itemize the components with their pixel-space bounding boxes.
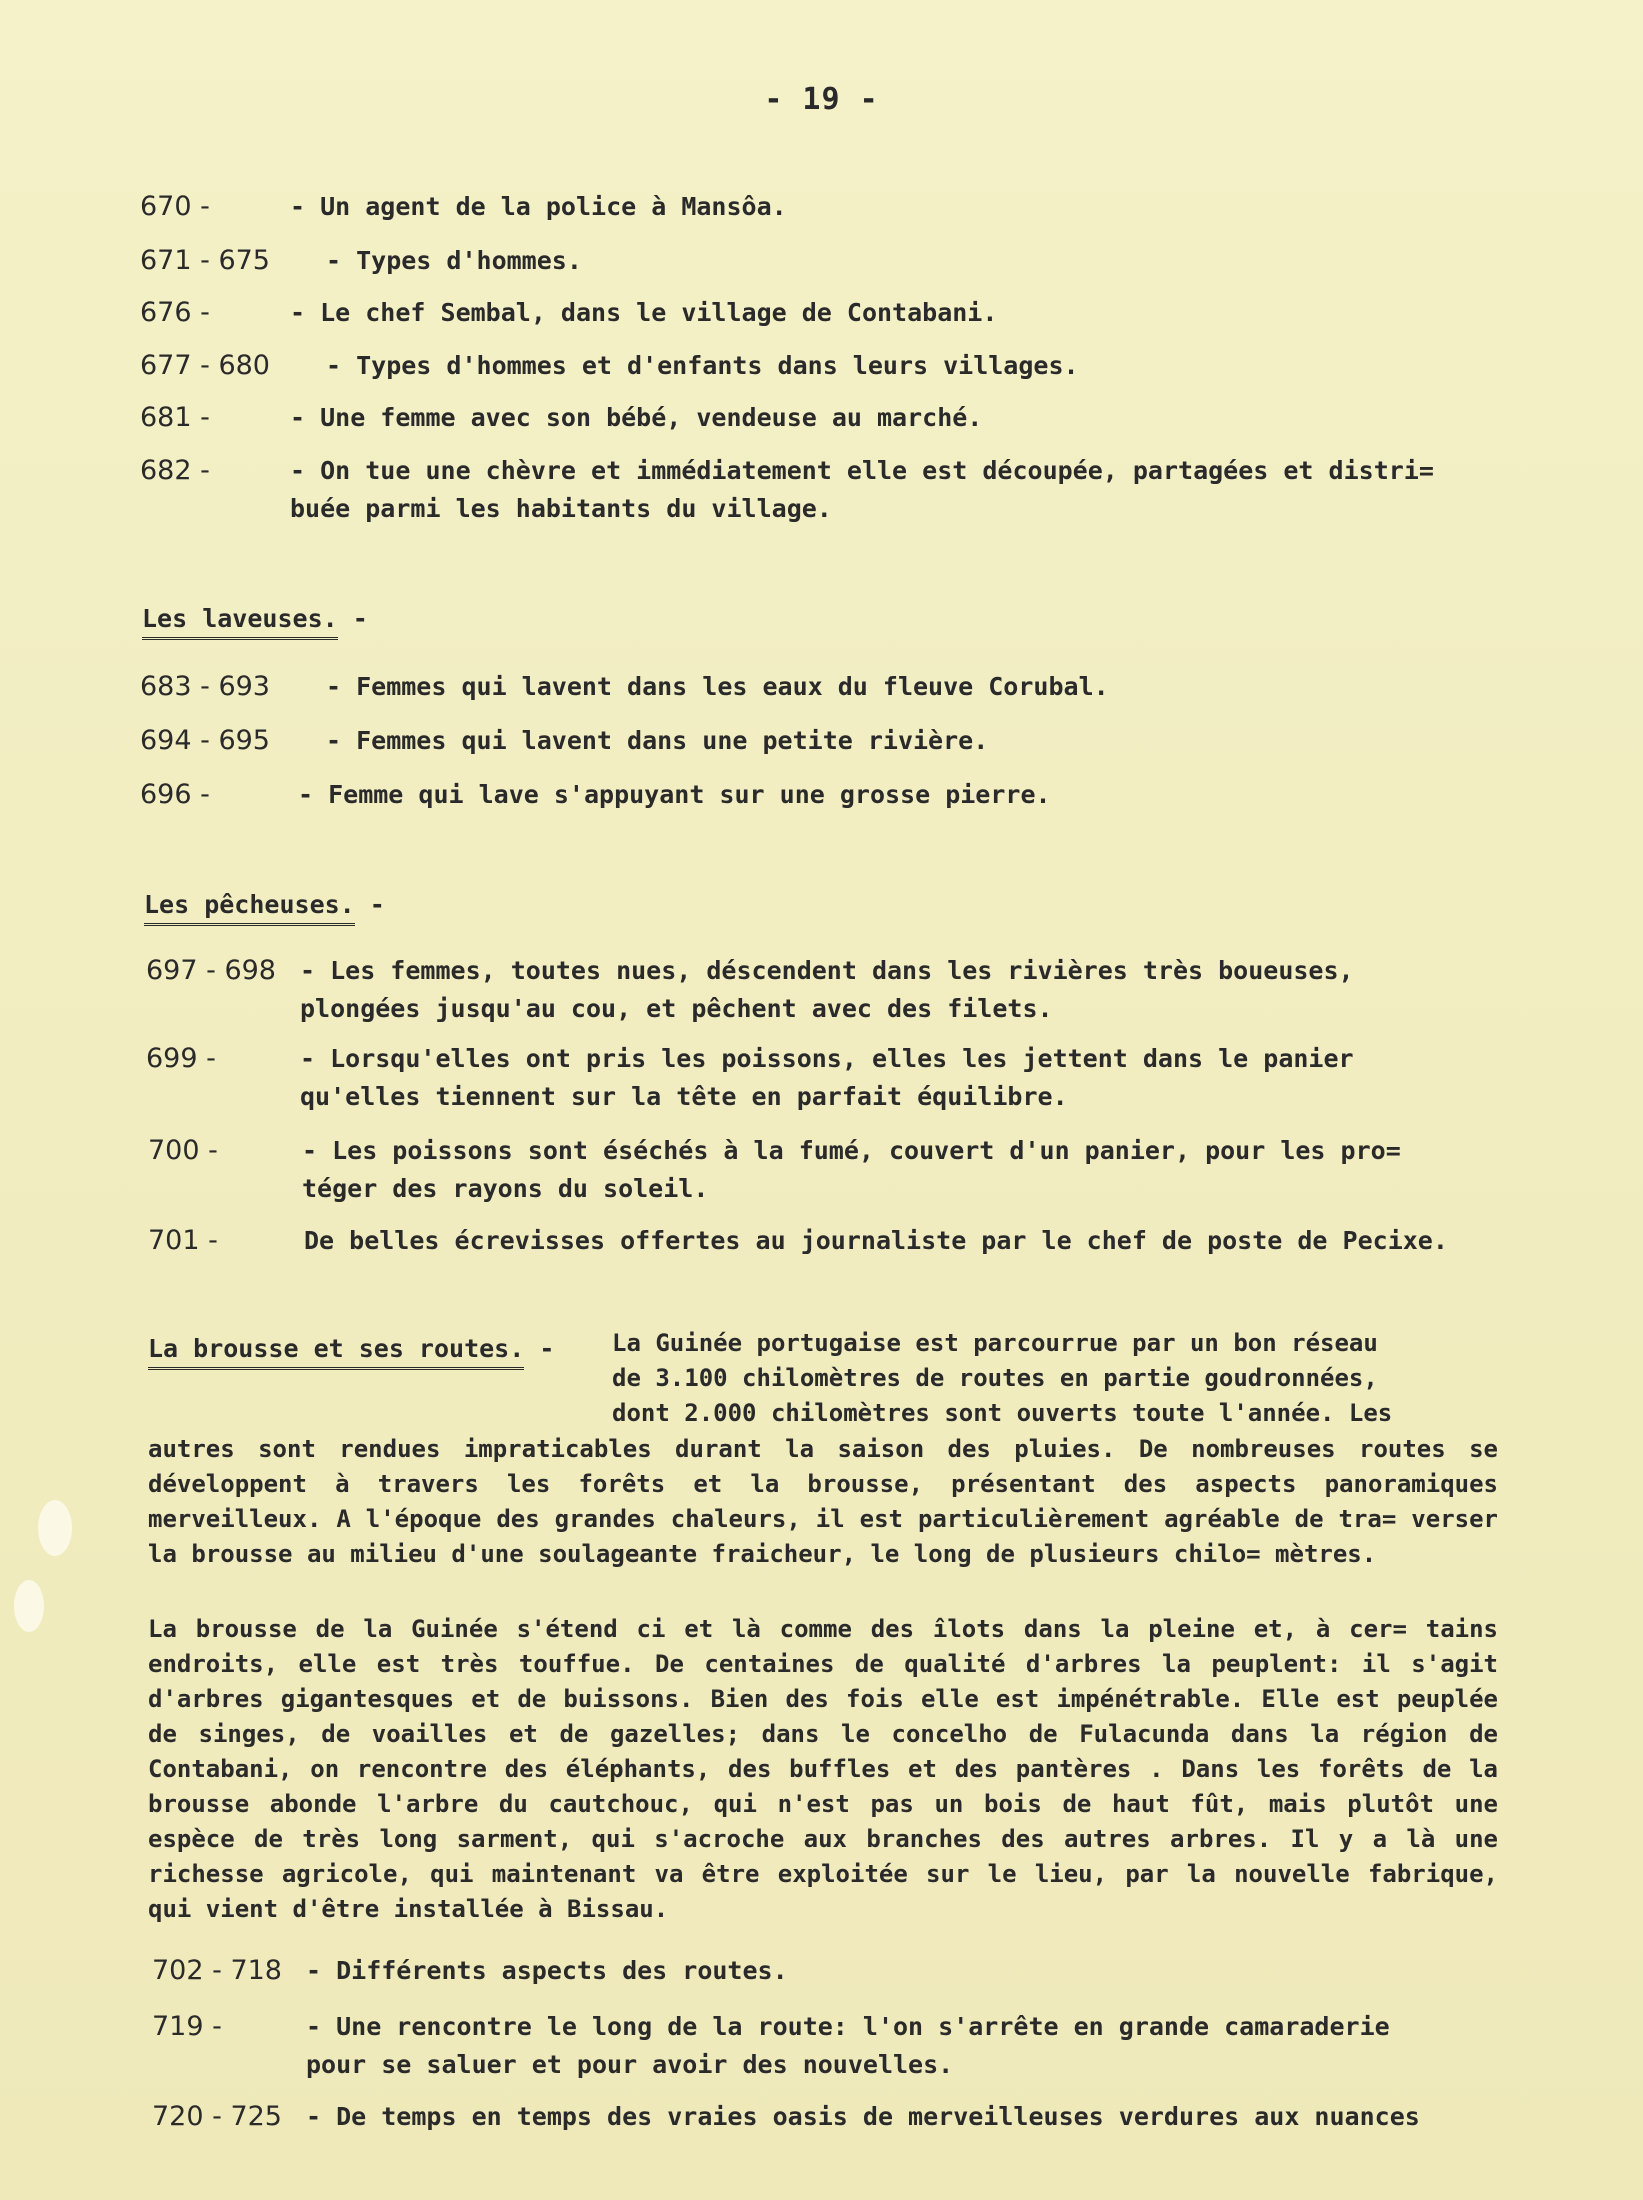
paragraph: autres sont rendues impraticables durant la saison des pluies. De nombreuses routes se développent à travers les forêts et la brousse, présentant des aspects panoramiques merveilleux. A l'époque des grandes chaleurs, il est particulièrement agréable de tra= verser la brousse au milieu d'une soulageante fraicheur, le long de plusieurs chilo= mètres. — [148, 1435, 1498, 1568]
entry-number: 677 - 680 — [140, 350, 270, 381]
section-heading — [142, 600, 368, 638]
entry-text: - Différents aspects des routes. — [306, 1956, 788, 1985]
entry-text: - Femme qui lave s'appuyant sur une grosse pierre. — [298, 780, 1051, 809]
entry-number: 694 - 695 — [140, 725, 270, 756]
entry-number: 702 - 718 — [152, 1955, 282, 1986]
section-title: La brousse et ses routes. — [148, 1334, 524, 1370]
entry-number: 696 - — [140, 779, 210, 810]
entry-text: - Types d'hommes. — [326, 246, 582, 275]
paper-damage-mark — [38, 1500, 72, 1556]
entry-text: - Types d'hommes et d'enfants dans leurs villages. — [326, 351, 1079, 380]
entry-text: - Un agent de la police à Mansôa. — [290, 192, 787, 221]
entry-number: 699 - — [146, 1043, 216, 1074]
entry-number: 700 - — [148, 1135, 218, 1166]
entry-number: 701 - — [148, 1225, 218, 1256]
entry-number: 719 - — [152, 2011, 222, 2042]
entry-text: - Lorsqu'elles ont pris les poissons, elles les jettent dans le panier qu'elles tiennent sur la tête en parfait équilibre. — [300, 1044, 1354, 1111]
entry-number: 671 - 675 — [140, 245, 270, 276]
entry-text: - Le chef Sembal, dans le village de Contabani. — [290, 298, 998, 327]
section-title-suffix: - — [524, 1334, 555, 1363]
section-intro-text: La Guinée portugaise est parcourrue par un bon réseau de 3.100 chilomètres de routes en partie goudronnées, dont 2.000 chilomètres sont ouverts toute l'année. Les — [612, 1329, 1393, 1427]
entry-text: - Une rencontre le long de la route: l'on s'arrête en grande camaraderie pour se saluer et pour avoir des nouvelles. — [306, 2012, 1390, 2079]
entry-text: - Une femme avec son bébé, vendeuse au marché. — [290, 403, 983, 432]
section-title-suffix: - — [354, 890, 385, 919]
section-title: Les laveuses. — [142, 604, 338, 640]
section-heading — [148, 1330, 554, 1368]
entry-text: - Femmes qui lavent dans une petite rivière. — [326, 726, 989, 755]
entry-text: - De temps en temps des vraies oasis de merveilleuses verdures aux nuances — [306, 2102, 1420, 2131]
paragraph: La brousse de la Guinée s'étend ci et là comme des îlots dans la pleine et, à cer= tains endroits, elle est très touffue. De centaines de qualité d'arbres la peuplent: il s'agit d'arbres gigantesques et de buissons. Bien des fois elle est impénétrable. Elle est peuplée de singes, de voailles et de gazelles; dans le concelho de Fulacunda dans la région de Contabani, on rencontre des éléphants, des buffles et des pantères . Dans les forêts de la brousse abonde l'arbre du cautchouc, qui n'est pas un bois de haut fût, mais plutôt une espèce de très long sarment, qui s'acroche aux branches des autres arbres. Il y a là une richesse agricole, qui maintenant va être exploitée sur le lieu, par la nouvelle fabrique, qui vient d'être installée à Bissau. — [148, 1615, 1498, 1923]
entry-number: 720 - 725 — [152, 2101, 282, 2132]
entry-text: - On tue une chèvre et immédiatement elle est découpée, partagées et distri= buée parmi les habitants du village. — [290, 456, 1434, 523]
entry-text: - Les poissons sont éséchés à la fumé, couvert d'un panier, pour les pro= téger des rayons du soleil. — [302, 1136, 1401, 1203]
entry-text: - Femmes qui lavent dans les eaux du fleuve Corubal. — [326, 672, 1109, 701]
entry-number: 697 - 698 — [146, 955, 276, 986]
entry-number: 682 - — [140, 455, 210, 486]
page-number: - 19 - — [764, 82, 879, 117]
section-title: Les pêcheuses. — [144, 890, 355, 926]
entry-number: 681 - — [140, 402, 210, 433]
entry-text: - Les femmes, toutes nues, déscendent dans les rivières très boueuses, plongées jusqu'au cou, et pêchent avec des filets. — [300, 956, 1354, 1023]
paper-damage-mark — [14, 1580, 44, 1632]
section-heading — [144, 886, 385, 924]
entry-number: 683 - 693 — [140, 671, 270, 702]
entry-number: 676 - — [140, 297, 210, 328]
entry-number: 670 - — [140, 191, 210, 222]
entry-text: De belles écrevisses offertes au journaliste par le chef de poste de Pecixe. — [304, 1226, 1448, 1255]
section-title-suffix: - — [337, 604, 368, 633]
